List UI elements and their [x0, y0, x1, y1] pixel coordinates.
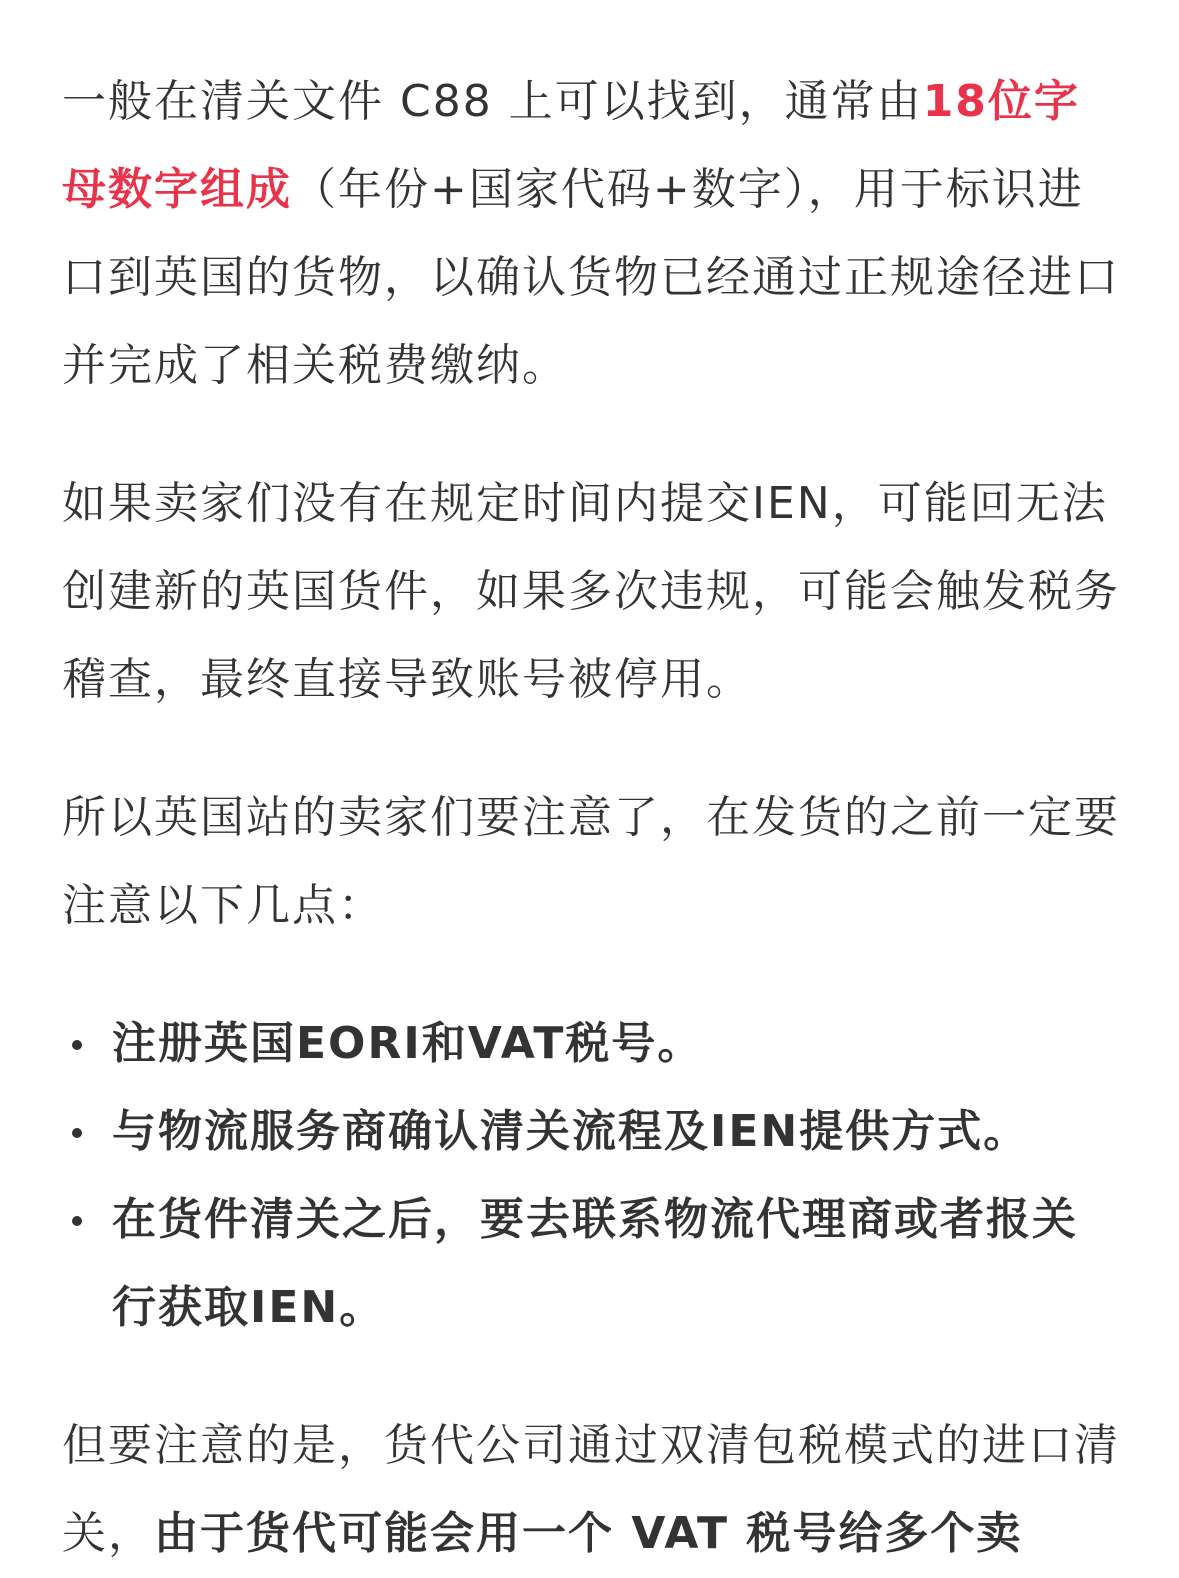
list-item-text: 与物流服务商确认清关流程及IEN提供方式。: [112, 1106, 1030, 1157]
highlight-text: 18位字母数字组成: [62, 76, 1080, 215]
paragraph-text: 但要注意的是，货代公司通过双清包税模式的进口清关，: [62, 1420, 1120, 1559]
checklist: [62, 1000, 1122, 1352]
list-item: [62, 1088, 1122, 1176]
article-body: [62, 58, 1122, 1578]
list-item-text: 注册英国EORI和VAT税号。: [112, 1018, 704, 1069]
paragraph-consequences: [62, 460, 1122, 724]
paragraph-text: （年份+国家代码+数字），用于标识进口到英国的货物，以确认货物已经通过正规途径进口并完成了相关税费缴纳。: [62, 164, 1120, 391]
paragraph-freight-forwarder: [62, 1402, 1122, 1578]
list-item: [62, 1176, 1122, 1352]
paragraph-text: 一般在清关文件 C88 上可以找到，通常由: [62, 76, 923, 127]
bold-text: 由于货代可能会用一个 VAT 税号给多个卖: [154, 1508, 1023, 1559]
bullet-icon: [72, 1128, 82, 1138]
paragraph-seller-notice: [62, 774, 1122, 950]
bullet-icon: [72, 1040, 82, 1050]
bullet-icon: [72, 1216, 82, 1226]
list-item: [62, 1000, 1122, 1088]
list-item-text: 在货件清关之后，要去联系物流代理商或者报关行获取IEN。: [112, 1194, 1078, 1333]
paragraph-ien-definition: [62, 58, 1122, 410]
paragraph-text: 所以英国站的卖家们要注意了，在发货的之前一定要注意以下几点：: [62, 792, 1120, 931]
paragraph-text: 如果卖家们没有在规定时间内提交IEN，可能回无法创建新的英国货件，如果多次违规，可能会触发税务稽查，最终直接导致账号被停用。: [62, 478, 1120, 705]
